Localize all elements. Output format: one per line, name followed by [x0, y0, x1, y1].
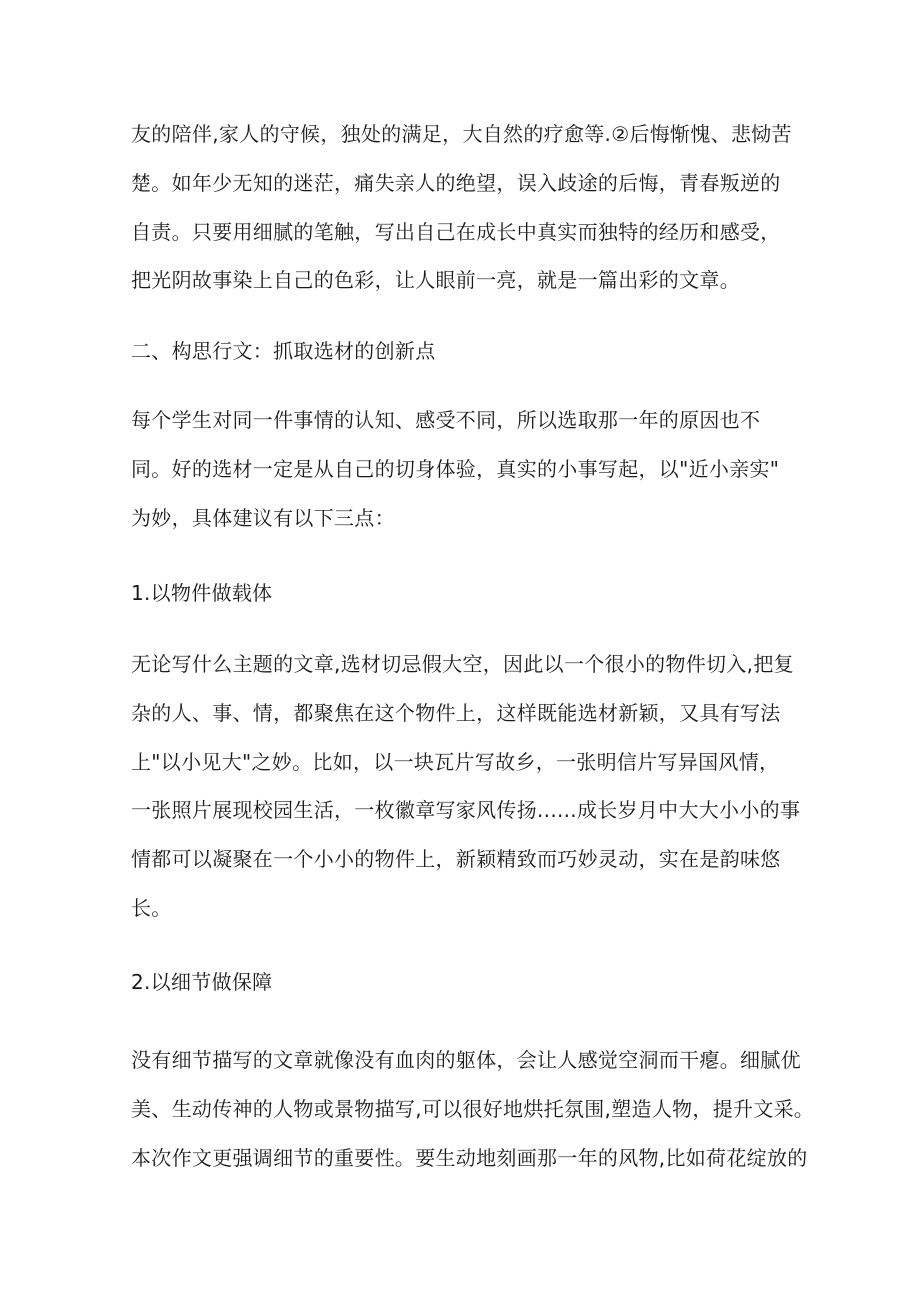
paragraph-line: 无论写什么主题的文章,选材切忌假大空，因此以一个很小的物件切入,把复 [131, 652, 794, 676]
paragraph-line: 杂的人、事、情，都聚焦在这个物件上，这样既能选材新颖，又具有写法 [131, 701, 781, 725]
section-heading: 二、构思行文：抓取选材的创新点 [131, 339, 436, 363]
paragraph-line: 没有细节描写的文章就像没有血肉的躯体，会让人感觉空洞而干瘪。细腻优 [131, 1048, 801, 1072]
paragraph-line: 一张照片展现校园生活，一枚徽章写家风传扬......成长岁月中大大小小的事 [131, 798, 801, 822]
paragraph-line: 长。 [131, 896, 172, 920]
paragraph-line: 上"以小见大"之妙。比如，以一块瓦片写故乡，一张明信片写异国风情， [131, 750, 780, 774]
paragraph-line: 每个学生对同一件事情的认知、感受不同，所以选取那一年的原因也不 [131, 408, 761, 432]
paragraph-line: 美、生动传神的人物或景物描写,可以很好地烘托氛围,塑造人物，提升文采。 [131, 1097, 815, 1121]
paragraph-line: 情都可以凝聚在一个小小的物件上，新颖精致而巧妙灵动，实在是韵味悠 [131, 847, 781, 871]
paragraph-line: 把光阴故事染上自己的色彩，让人眼前一亮，就是一篇出彩的文章。 [131, 268, 740, 292]
paragraph-line: 楚。如年少无知的迷茫，痛失亲人的绝望，误入歧途的后悔，青春叛逆的 [131, 171, 781, 195]
paragraph-line: 为妙，具体建议有以下三点： [131, 506, 395, 530]
paragraph-line: 友的陪伴,家人的守候，独处的满足，大自然的疗愈等.②后悔惭愧、悲恸苦 [131, 122, 792, 146]
paragraph-line: 本次作文更强调细节的重要性。要生动地刻画那一年的风物,比如荷花绽放的 [131, 1146, 808, 1170]
subheading: 1.以物件做载体 [131, 581, 273, 605]
paragraph-line: 自责。只要用细腻的笔触，写出自己在成长中真实而独特的经历和感受， [131, 220, 781, 244]
paragraph-line: 同。好的选材一定是从自己的切身体验，真实的小事写起，以"近小亲实" [131, 457, 780, 481]
subheading: 2.以细节做保障 [131, 970, 273, 994]
